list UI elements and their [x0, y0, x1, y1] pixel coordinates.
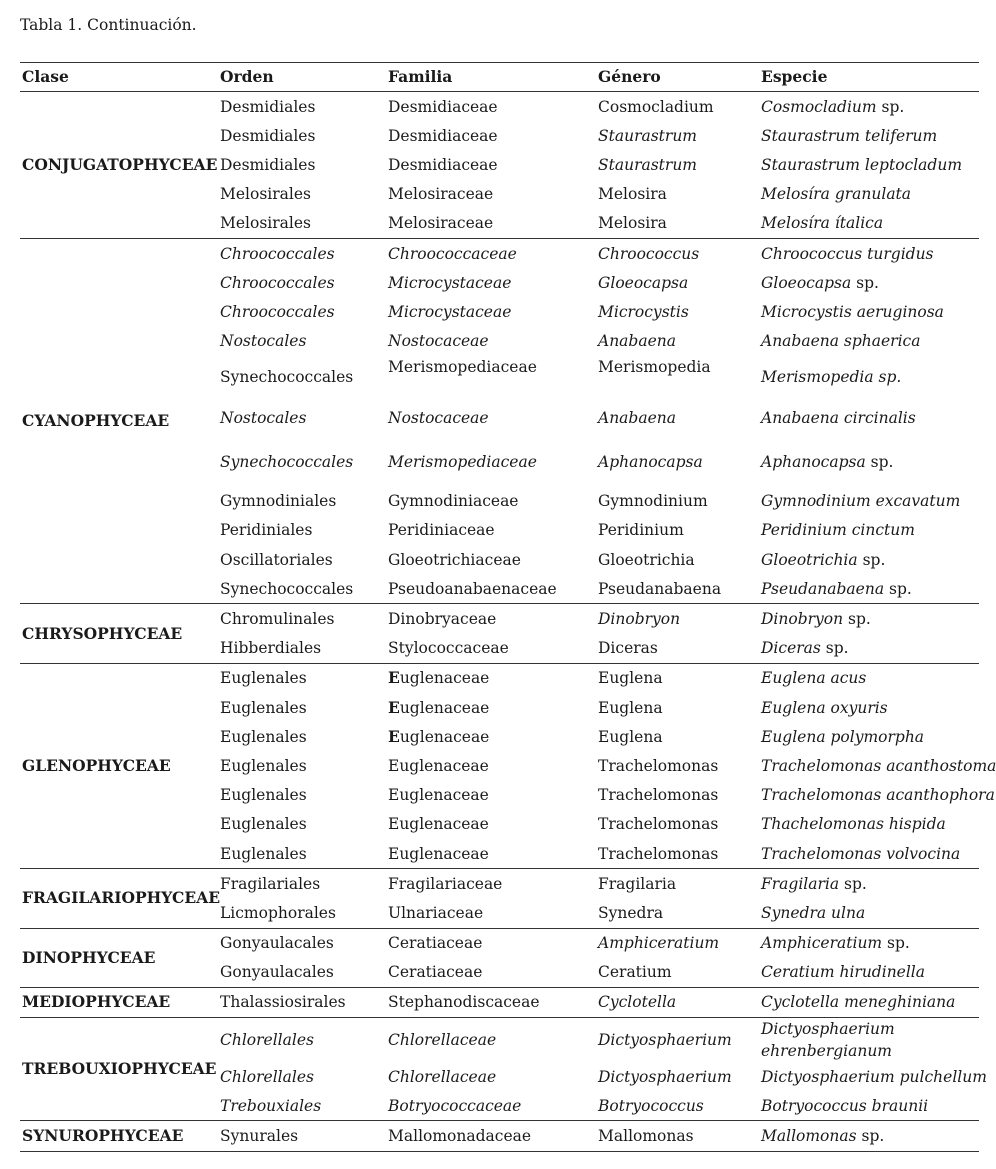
genero-cell: Diceras: [598, 639, 658, 658]
genero-cell: Microcystis: [598, 302, 689, 321]
genero-cell: Chroococcus: [596, 238, 759, 268]
orden-cell: Chlorellales: [218, 1018, 386, 1063]
genero-cell: Pseudanabaena: [598, 579, 722, 598]
especie-cell: Euglena oxyuris: [761, 698, 888, 717]
orden-cell: Desmidiales: [218, 92, 386, 122]
familia-cell: Euglenaceae: [388, 815, 489, 834]
familia-cell: Dinobryaceae: [386, 604, 596, 634]
genero-cell: Euglena: [598, 698, 663, 717]
genero-cell: Melosira: [598, 214, 667, 233]
familia-cell: Merismopediaceae: [388, 357, 537, 376]
clase-cell: GLENOPHYCEAE: [20, 663, 218, 868]
orden-cell: Trebouxiales: [220, 1096, 322, 1115]
especie-cell: Aphanocapsa sp.: [761, 453, 894, 472]
familia-cell: Mallomonadaceae: [386, 1121, 596, 1151]
table-row: [20, 604, 979, 634]
table-row: [20, 928, 979, 958]
especie-cell: Microcystis aeruginosa: [761, 302, 944, 321]
familia-cell: Nostocaceae: [388, 332, 489, 351]
genero-cell: Mallomonas: [596, 1121, 759, 1151]
especie-cell: Dinobryon sp.: [759, 604, 979, 634]
genero-cell: Synedra: [598, 903, 664, 922]
familia-cell: Gloeotrichiaceae: [388, 550, 521, 569]
orden-cell: Euglenales: [220, 844, 307, 863]
table-row: [20, 238, 979, 268]
header-familia: Familia: [386, 63, 596, 92]
orden-cell: Euglenales: [220, 815, 307, 834]
orden-cell: Euglenales: [220, 786, 307, 805]
especie-cell: Gymnodinium excavatum: [761, 492, 961, 511]
header-especie: Especie: [759, 63, 979, 92]
familia-cell: Chlorellaceae: [388, 1067, 497, 1086]
orden-cell: Gonyaulacales: [220, 963, 334, 982]
familia-cell: Ulnariaceae: [388, 903, 484, 922]
familia-cell: Merismopediaceae: [388, 453, 537, 472]
familia-cell: Ceratiaceae: [388, 963, 483, 982]
clase-cell: CYANOPHYCEAE: [20, 238, 218, 604]
especie-cell: Euglena acus: [759, 663, 979, 693]
familia-cell: Euglenaceae: [388, 786, 489, 805]
genero-cell: Trachelomonas: [598, 786, 719, 805]
clase-cell: CHRYSOPHYCEAE: [20, 604, 218, 663]
familia-cell: Desmidiaceae: [386, 92, 596, 122]
genero-cell: Anabaena: [598, 408, 676, 427]
taxonomy-table: [20, 62, 996, 1152]
genero-cell: Staurastrum: [598, 155, 697, 174]
especie-cell: Peridinium cinctum: [761, 521, 915, 540]
orden-cell: Chlorellales: [220, 1067, 314, 1086]
genero-cell: Dictyosphaerium: [596, 1018, 759, 1063]
especie-cell: Chroococcus turgidus: [759, 238, 979, 268]
genero-cell: Anabaena: [598, 332, 676, 351]
table-row: [20, 1018, 979, 1063]
familia-cell: Desmidiaceae: [388, 155, 498, 174]
orden-cell: Oscillatoriales: [220, 550, 333, 569]
orden-cell: Peridiniales: [220, 521, 313, 540]
orden-cell: Euglenales: [220, 698, 307, 717]
familia-cell: Desmidiaceae: [388, 126, 498, 145]
table-caption: Tabla 1. Continuación.: [20, 16, 197, 34]
especie-cell: Staurastrum teliferum: [761, 126, 938, 145]
familia-cell: Euglenaceae: [386, 663, 596, 693]
especie-cell: Ceratium hirudinella: [761, 963, 925, 982]
table-row: [20, 987, 979, 1017]
orden-cell: Euglenales: [220, 727, 307, 746]
familia-cell: Euglenaceae: [388, 697, 490, 717]
genero-cell: Staurastrum: [598, 126, 697, 145]
especie-cell: Merismopedia sp.: [761, 367, 902, 386]
genero-cell: Peridinium: [598, 521, 684, 540]
header-row: [20, 63, 979, 92]
genero-cell: Cyclotella: [596, 987, 759, 1017]
especie-cell: Dictyosphaerium pulchellum: [761, 1067, 987, 1086]
genero-cell: Botryococcus: [598, 1096, 704, 1115]
familia-cell: Peridiniaceae: [388, 521, 495, 540]
especie-cell: Thachelomonas hispida: [761, 815, 946, 834]
especie-cell: Dictyosphaerium ehrenbergianum: [759, 1018, 979, 1063]
familia-cell: Pseudoanabaenaceae: [388, 579, 557, 598]
especie-cell: Euglena polymorpha: [761, 727, 925, 746]
clase-cell: SYNUROPHYCEAE: [20, 1121, 218, 1151]
especie-cell: Melosíra granulata: [761, 185, 912, 204]
table-row: [20, 92, 979, 122]
orden-cell: Melosirales: [220, 214, 311, 233]
familia-cell: Ceratiaceae: [386, 928, 596, 958]
orden-cell: Desmidiales: [220, 126, 316, 145]
genero-cell: Trachelomonas: [598, 815, 719, 834]
table-row: [20, 1121, 979, 1151]
familia-cell: Chroococcaceae: [386, 238, 596, 268]
orden-cell: Synechococcales: [220, 453, 354, 472]
familia-cell: Stephanodiscaceae: [386, 987, 596, 1017]
familia-cell: Nostocaceae: [388, 408, 489, 427]
orden-cell: Thalassiosirales: [218, 987, 386, 1017]
especie-cell: Melosíra ítalica: [761, 214, 884, 233]
table-row: [20, 663, 979, 693]
especie-cell: Cosmocladium sp.: [759, 92, 979, 122]
orden-cell: Euglenales: [218, 663, 386, 693]
clase-cell: CONJUGATOPHYCEAE: [20, 92, 218, 239]
orden-cell: Desmidiales: [220, 155, 316, 174]
clase-cell: TREBOUXIOPHYCEAE: [20, 1018, 218, 1121]
especie-cell: Gloeocapsa sp.: [761, 273, 879, 292]
especie-cell: Trachelomonas acanthostoma: [761, 756, 996, 775]
familia-cell: Microcystaceae: [388, 273, 512, 292]
genero-cell: Gloeotrichia: [598, 550, 695, 569]
orden-cell: Synechococcales: [220, 579, 354, 598]
especie-cell: Trachelomonas volvocina: [761, 844, 961, 863]
orden-cell: Chroococcales: [220, 273, 335, 292]
especie-cell: Trachelomonas acanthophora: [761, 786, 995, 805]
orden-cell: Synurales: [218, 1121, 386, 1151]
genero-cell: Fragilaria: [596, 869, 759, 899]
clase-cell: FRAGILARIOPHYCEAE: [20, 869, 218, 928]
orden-cell: Fragilariales: [218, 869, 386, 899]
familia-cell: Microcystaceae: [388, 302, 512, 321]
especie-cell: Cyclotella meneghiniana: [759, 987, 979, 1017]
genero-cell: Gloeocapsa: [598, 273, 689, 292]
clase-cell: DINOPHYCEAE: [20, 928, 218, 987]
orden-cell: Chroococcales: [220, 302, 335, 321]
table-row: [20, 869, 979, 899]
orden-cell: Hibberdiales: [220, 639, 322, 658]
genero-cell: Euglena: [596, 663, 759, 693]
header-clase: Clase: [20, 63, 218, 92]
especie-cell: Diceras sp.: [761, 639, 849, 658]
orden-cell: Synechococcales: [220, 367, 354, 386]
especie-cell: Gloeotrichia sp.: [761, 550, 886, 569]
orden-cell: Gonyaulacales: [218, 928, 386, 958]
especie-cell: Synedra ulna: [761, 903, 866, 922]
genero-cell: Ceratium: [598, 963, 672, 982]
orden-cell: Chromulinales: [218, 604, 386, 634]
orden-cell: Gymnodiniales: [220, 492, 337, 511]
genero-cell: Merismopedia: [598, 357, 711, 376]
clase-cell: MEDIOPHYCEAE: [20, 987, 218, 1017]
familia-cell: Botryococcaceae: [388, 1096, 522, 1115]
genero-cell: Dictyosphaerium: [598, 1067, 732, 1086]
orden-cell: Licmophorales: [220, 903, 336, 922]
orden-cell: Chroococcales: [218, 238, 386, 268]
orden-cell: Nostocales: [220, 408, 307, 427]
genero-cell: Euglena: [598, 727, 663, 746]
especie-cell: Anabaena circinalis: [761, 408, 916, 427]
especie-cell: Pseudanabaena sp.: [761, 579, 912, 598]
genero-cell: Melosira: [598, 185, 667, 204]
familia-cell: Stylococcaceae: [388, 639, 509, 658]
familia-cell: Euglenaceae: [388, 726, 490, 746]
orden-cell: Euglenales: [220, 756, 307, 775]
familia-cell: Euglenaceae: [388, 844, 489, 863]
especie-cell: Staurastrum leptocladum: [761, 155, 963, 174]
orden-cell: Nostocales: [220, 332, 307, 351]
familia-cell: Fragilariaceae: [386, 869, 596, 899]
especie-cell: Fragilaria sp.: [759, 869, 979, 899]
familia-cell: Melosiraceae: [388, 214, 494, 233]
genero-cell: Amphiceratium: [596, 928, 759, 958]
genero-cell: Aphanocapsa: [598, 453, 703, 472]
orden-cell: Melosirales: [220, 185, 311, 204]
header-orden: Orden: [218, 63, 386, 92]
genero-cell: Dinobryon: [596, 604, 759, 634]
especie-cell: Anabaena sphaerica: [761, 332, 921, 351]
table-body: [20, 92, 996, 1152]
genero-cell: Trachelomonas: [598, 756, 719, 775]
especie-cell: Amphiceratium sp.: [759, 928, 979, 958]
familia-cell: Chlorellaceae: [386, 1018, 596, 1063]
genero-cell: Gymnodinium: [598, 492, 708, 511]
familia-cell: Euglenaceae: [388, 756, 489, 775]
familia-cell: Gymnodiniaceae: [388, 492, 519, 511]
header-genero: Género: [596, 63, 759, 92]
familia-cell: Melosiraceae: [388, 185, 494, 204]
genero-cell: Trachelomonas: [598, 844, 719, 863]
genero-cell: Cosmocladium: [596, 92, 759, 122]
especie-cell: Mallomonas sp.: [759, 1121, 979, 1151]
especie-cell: Botryococcus braunii: [761, 1096, 929, 1115]
